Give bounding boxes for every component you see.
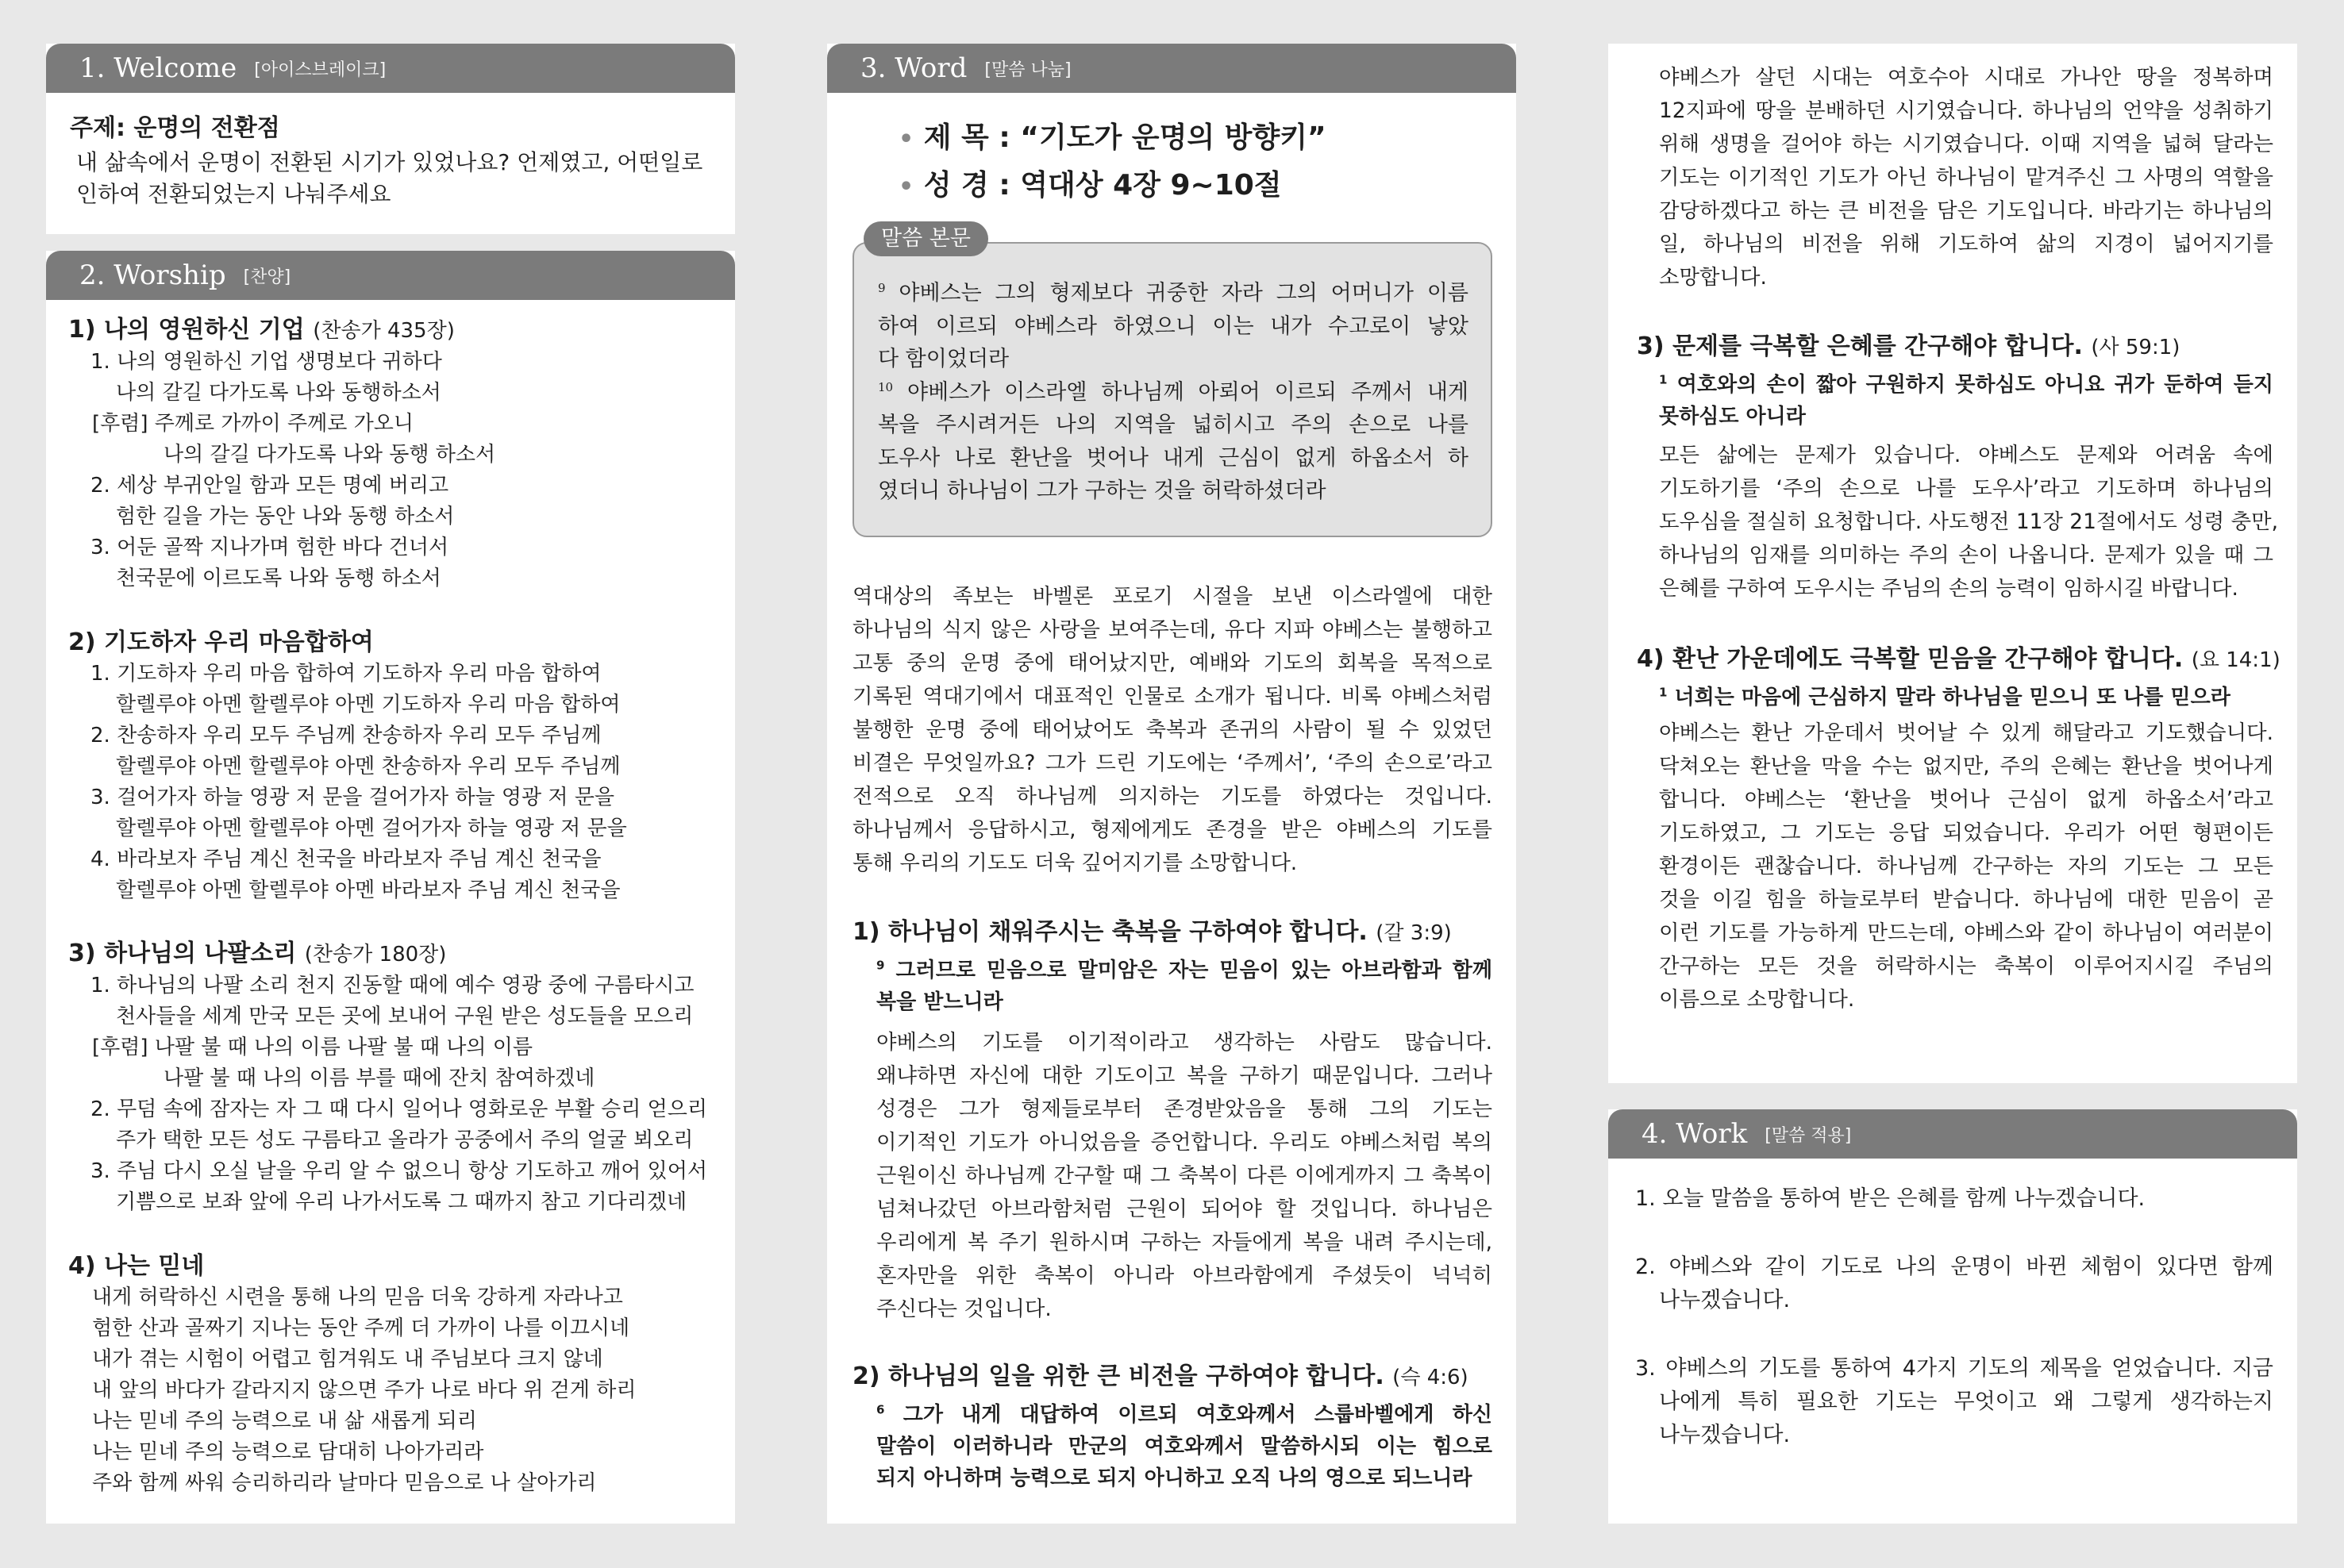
point-4-body [1659,717,2273,1017]
para-line: 우리에게 복 주기 원하시며 구하는 자들에게 복을 내려 주시는데, [876,1230,1492,1255]
verse-line: 하여 이르되 야베스라 하였으니 이는 내가 수고로이 낳았 [878,313,1468,339]
para-line: 간구하는 모든 것을 허락하시는 축복이 이루어지시길 주님의 [1659,954,2273,978]
question-line: 1. 오늘 말씀을 통하여 받은 은혜를 함께 나누겠습니다. [1635,1186,2146,1211]
song-title [68,627,627,659]
para-line: 왜냐하면 자신에 대한 기도이고 복을 구하기 때문입니다. 그러나 [876,1063,1492,1088]
point-3-title [1637,331,2180,363]
lyric-line: 할렐루야 아멘 할렐루야 아멘 찬송하자 우리 모두 주님께 [116,755,621,778]
verse-number: 9 [878,281,886,295]
sermon-scripture: • 성 경 : 역대상 4장 9~10절 [899,169,1282,202]
verse-line: 너희는 마음에 근심하지 말라 하나님을 믿으니 또 나를 믿으라 [1674,686,2230,709]
para-line: 통해 우리의 기도도 더욱 깊어지기를 소망합니다. [853,851,1298,875]
question-line: 3. 야베스의 기도를 통하여 4가지 기도의 제목을 얻었습니다. 지금 [1635,1356,2273,1381]
para-line: 모든 삶에는 문제가 있습니다. 야베스도 문제와 어려움 속에 [1659,443,2273,467]
lyric-line: 나는 믿네 주의 능력으로 내 삶 새롭게 되리 [92,1409,477,1433]
para-line: 혼자만을 위한 축복이 아니라 아브라함에게 주셨듯이 넉넉히 [876,1263,1492,1288]
welcome-title: 1. Welcome [79,52,237,84]
verse-line: 도우사 나로 환난을 벗어나 내게 근심이 없게 하옵소서 하 [878,445,1468,471]
para-line: 일, 하나님의 비전을 위해 기도하여 삶의 지경이 넓어지기를 [1659,232,2273,256]
para-line: 이런 기도를 가능하게 만드는데, 야베스와 같이 하나님이 여러분이 [1659,920,2273,945]
work-subtitle: [말씀 적용] [1765,1125,1852,1146]
sermon-topic-text: 제 목 : “기도가 운명의 방향키” [923,121,1326,154]
verse-number: 10 [878,379,894,394]
question-line: 나에게 특히 필요한 기도는 무엇이고 왜 그렇게 생각하는지 [1659,1389,2273,1414]
point-3-verse [1659,369,2273,432]
work-header [1608,1109,2297,1159]
para-line: 하나님의 임재를 의미하는 주의 손이 나옵니다. 문제가 있을 때 그 [1659,543,2273,567]
point-ref: (요 14:1) [2191,648,2280,672]
verse-number: 9 [876,958,885,973]
verse-line: 되지 아니하며 능력으로 되지 아니하고 오직 나의 영으로 되느니라 [876,1466,1472,1490]
para-line: 닥쳐오는 환난을 막을 수는 없지만, 주의 은혜는 환난을 벗어나게 [1659,754,2273,778]
verse-line: 야베스는 그의 형제보다 귀중한 자라 그의 어머니가 이름 [899,281,1468,306]
song-4 [68,1251,636,1499]
point-2-verse [876,1399,1492,1494]
work-panel [1608,1109,2297,1524]
work-question-1 [1635,1182,2273,1216]
point-1-verse [876,955,1492,1018]
para-line: 하나님의 식지 않은 사랑을 보여주는데, 유다 지파 야베스는 불행하고 [853,617,1492,642]
point-title-text: 4) 환난 가운데에도 극복할 믿음을 간구해야 합니다. [1637,645,2184,673]
lyric-line: 1. 기도하자 우리 마음 합하여 기도하자 우리 마음 합하여 [90,662,602,686]
lyric-line: 1. 나의 영원하신 기업 생명보다 귀하다 [90,350,442,374]
point-ref: (슥 4:6) [1392,1366,1468,1389]
scripture-box [853,242,1492,537]
song-2 [68,627,627,906]
lyric-line: 할렐루야 아멘 할렐루야 아멘 기도하자 우리 마음 합하여 [116,693,621,717]
para-line: 야베스는 환난 가운데서 벗어날 수 있게 해달라고 기도했습니다. [1659,721,2273,745]
lyric-line: 나팔 불 때 나의 이름 부를 때에 잔치 참여하겠네 [164,1066,595,1090]
lyric-line: 3. 걸어가자 하늘 영광 저 문을 걸어가자 하늘 영광 저 문을 [90,786,615,809]
point-ref: (사 59:1) [2091,336,2180,359]
lyric-line: 나의 갈길 다가도록 나와 동행 하소서 [164,443,496,467]
song-title [68,1251,636,1282]
point-title-text: 1) 하나님이 채워주시는 축복을 구하여야 합니다. [853,918,1368,946]
worship-subtitle: [찬양] [243,267,291,287]
para-line: 합니다. 야베스는 ‘환난을 벗어나 근심이 없게 하옵소서’라고 [1659,787,2273,812]
work-question-3 [1635,1352,2273,1452]
song-title [68,314,495,347]
word-title: 3. Word [860,52,968,84]
para-line: 하나님께서 응답하시고, 형제에게도 존경을 받은 야베스의 기도를 [853,817,1492,842]
song-3 [68,938,707,1218]
para-line: 비결은 무엇일까요? 그가 드린 기도에는 ‘주께서’, ‘주의 손으로’라고 [853,751,1492,775]
sermon-scripture-text: 성 경 : 역대상 4장 9~10절 [923,169,1282,202]
para-line: 주신다는 것입니다. [876,1297,1052,1321]
para-line: 감당하겠다고 하는 큰 비전을 담은 기도입니다. 바라기는 하나님의 [1659,198,2273,223]
para-line: 넘쳐나갔던 아브라함처럼 근원이 되어야 할 것입니다. 하나님은 [876,1197,1492,1221]
question-line: 나누겠습니다. [1659,1423,1791,1447]
para-line: 은혜를 구하여 도우시는 주님의 손의 능력이 임하시길 바랍니다. [1659,576,2238,601]
sermon-topic: • 제 목 : “기도가 운명의 방향키” [899,121,1326,154]
welcome-line: 인하여 전환되었는지 나눠주세요 [76,181,391,207]
para-line: 도우심을 절실히 요청합니다. 사도행전 11장 21절에서도 성령 충만, [1659,509,2278,534]
lyric-line: 4. 바라보자 주님 계신 천국을 바라보자 주님 계신 천국을 [90,847,602,871]
song-1 [68,314,495,594]
lyric-line: 기쁨으로 보좌 앞에 우리 나가서도록 그 때까지 참고 기다리겠네 [116,1190,687,1214]
verse-line: 말씀이 이러하니라 만군의 여호와께서 말씀하시되 이는 힘으로 [876,1435,1492,1458]
welcome-header [46,44,735,93]
lyric-line: 2. 찬송하자 우리 모두 주님께 찬송하자 우리 모두 주님께 [90,724,602,747]
song-title-text: 2) 기도하자 우리 마음합하여 [68,628,374,656]
para-line: 전적으로 오직 하나님께 의지하는 기도를 하였다는 것입니다. [853,784,1492,809]
verse-line: 복을 주시려거든 나의 지역을 넓히시고 주의 손으로 나를 [878,413,1468,437]
lyric-line: 할렐루야 아멘 할렐루야 아멘 걸어가자 하늘 영광 저 문을 [116,817,627,840]
song-title [68,938,707,970]
point-ref: (갈 3:9) [1376,921,1452,945]
song-ref: (찬송가 435장) [313,319,455,343]
lyric-line: 천사들을 세계 만국 모든 곳에 보내어 구원 받은 성도들을 모으리 [116,1005,694,1028]
para-line: 근원이신 하나님께 간구할 때 그 축복이 다른 이에게까지 그 축복이 [876,1163,1492,1188]
para-line: 야베스가 살던 시대는 여호수아 시대로 가나안 땅을 정복하며 [1659,65,2273,90]
verse-number: 6 [876,1402,885,1417]
song-title-text: 4) 나는 믿네 [68,1252,205,1280]
point-4-verse [1659,682,2273,713]
lyric-line: 천국문에 이르도록 나와 동행 하소서 [116,567,441,590]
verse-line: 그러므로 믿음으로 말미암은 자는 믿음이 있는 아브라함과 함께 [895,959,1492,982]
lyric-line: 3. 어둔 골짝 지나가며 험한 바다 건너서 [90,536,449,559]
para-line: 역대상의 족보는 바벨론 포로기 시절을 보낸 이스라엘에 대한 [853,584,1492,609]
lyric-line: 내가 겪는 시험이 어렵고 힘겨워도 내 주님보다 크지 않네 [92,1347,603,1371]
scripture-label: 말씀 본문 [864,221,988,256]
verse-line: 여호와의 손이 짧아 구원하지 못하심도 아니요 귀가 둔하여 듣지 [1676,373,2273,397]
word-subtitle: [말씀 나눔] [984,60,1072,80]
word-header [827,44,1516,93]
question-line: 2. 야베스와 같이 기도로 나의 운명이 바뀐 체험이 있다면 함께 [1635,1255,2273,1279]
lyric-line: 2. 세상 부귀안일 함과 모든 명예 버리고 [90,474,449,498]
point-1-body [876,1026,1492,1326]
para-line: 기록된 역대기에서 대표적인 인물로 소개가 됩니다. 비록 야베스처럼 [853,684,1492,709]
point-title-text: 2) 하나님의 일을 위한 큰 비전을 구하여야 합니다. [853,1362,1384,1390]
lyric-line: 주와 함께 싸워 승리하리라 날마다 믿음으로 나 살아가리 [92,1471,597,1495]
song-title-text: 3) 하나님의 나팔소리 [68,940,297,967]
para-line: 것을 이길 힘을 하늘로부터 받습니다. 하나님에 대한 믿음이 곧 [1659,887,2273,912]
para-line: 기도는 이기적인 기도가 아닌 하나님이 맡겨주신 그 사명의 역할을 [1659,165,2273,190]
scripture-text [878,277,1468,508]
verse-line: 못하심도 아니라 [1659,405,1806,429]
question-line: 나누겠습니다. [1659,1288,1791,1312]
verse-line: 야베스가 이스라엘 하나님께 아뢰어 이르되 주께서 내게 [906,379,1468,405]
para-line: 불행한 운명 중에 태어났어도 축복과 존귀의 사람이 될 수 있었던 [853,717,1492,742]
intro-paragraph [853,580,1492,880]
para-line: 이름으로 소망합니다. [1659,987,1855,1012]
para-line: 야베스의 기도를 이기적이라고 생각하는 사람도 많습니다. [876,1030,1492,1055]
lyric-line: 2. 무덤 속에 잠자는 자 그 때 다시 일어나 영화로운 부활 승리 얻으리 [90,1097,707,1121]
para-line: 소망합니다. [1659,265,1767,290]
lyric-line: 1. 하나님의 나팔 소리 천지 진동할 때에 예수 영광 중에 구름타시고 [90,974,695,997]
point-1-title [853,917,1452,949]
lyric-line: 나는 믿네 주의 능력으로 담대히 나아가리라 [92,1440,484,1464]
para-line: 성경은 그가 형제들로부터 존경받았음을 통해 그의 기도는 [876,1097,1492,1121]
song-ref: (찬송가 180장) [304,943,447,967]
lyric-line: 할렐루야 아멘 할렐루야 아멘 바라보자 주님 계신 천국을 [116,878,621,902]
para-line: 위해 생명을 걸어야 하는 시기였습니다. 이때 지역을 넓혀 달라는 [1659,132,2273,156]
para-line: 이기적인 기도가 아니었음을 증언합니다. 우리도 야베스처럼 복의 [876,1130,1492,1155]
lyric-line: 험한 산과 골짜기 지나는 동안 주께 더 가까이 나를 이끄시네 [92,1316,630,1340]
lyric-line: 내 앞의 바다가 갈라지지 않으면 주가 나로 바다 위 걷게 하리 [92,1378,637,1402]
verse-number: 1 [1659,372,1668,387]
para-line: 기도하였고, 그 기도는 응답 되었습니다. 우리가 어떤 형편이든 [1659,821,2273,845]
work-title: 4. Work [1642,1118,1748,1150]
verse-line: 다 함이었더라 [878,347,1010,371]
verse-number: 1 [1659,685,1668,700]
vision-continued [1659,61,2273,294]
para-line: 12지파에 땅을 분배하던 시기였습니다. 하나님의 언약을 성취하기 [1659,98,2273,123]
welcome-line: 내 삶속에서 운명이 전환된 시기가 있었나요? 언제였고, 어떤일로 [76,149,703,175]
song-title-text: 1) 나의 영원하신 기업 [68,316,305,344]
welcome-subtitle: [아이스브레이크] [254,60,387,80]
word-panel [827,44,1516,1524]
para-line: 기도하기를 ‘주의 손으로 나를 도우사’라고 기도하며 하나님의 [1659,476,2273,501]
point-4-title [1637,644,2280,676]
lyric-line: 주가 택한 모든 성도 구름타고 올라가 공중에서 주의 얼굴 뵈오리 [116,1128,694,1152]
welcome-panel [46,44,735,234]
lyric-line: 나의 갈길 다가도록 나와 동행하소서 [116,381,441,405]
verse-line: 였더니 하나님이 그가 구하는 것을 허락하셨더라 [878,478,1326,503]
para-line: 환경이든 괜찮습니다. 하나님께 간구하는 자의 기도는 그 모든 [1659,854,2273,878]
lyric-line: 3. 주님 다시 오실 날을 우리 알 수 없으니 항상 기도하고 깨어 있어서 [90,1159,707,1183]
work-question-2 [1635,1251,2273,1317]
verse-line: 복을 받느니라 [876,990,1003,1014]
welcome-question [76,147,702,210]
worship-panel [46,251,735,1524]
word-continued-panel [1608,44,2297,1083]
welcome-theme: 주제: 운명의 전환점 [70,114,280,142]
verse-line: 그가 내게 대답하여 이르되 여호와께서 스룹바벨에게 하신 [903,1403,1492,1427]
para-line: 고통 중의 운명 중에 태어났지만, 예배와 기도의 회복을 목적으로 [853,651,1492,675]
lyric-line: 험한 길을 가는 동안 나와 동행 하소서 [116,505,455,528]
lyric-line: 내게 허락하신 시련을 통해 나의 믿음 더욱 강하게 자라나고 [92,1286,623,1309]
worship-title: 2. Worship [79,259,226,291]
worship-header [46,251,735,300]
point-title-text: 3) 문제를 극복할 은혜를 간구해야 합니다. [1637,332,2083,360]
point-2-title [853,1361,1468,1393]
point-3-body [1659,439,2278,605]
lyric-line: [후렴] 나팔 불 때 나의 이름 나팔 불 때 나의 이름 [92,1036,533,1059]
lyric-line: [후렴] 주께로 가까이 주께로 가오니 [92,412,414,436]
